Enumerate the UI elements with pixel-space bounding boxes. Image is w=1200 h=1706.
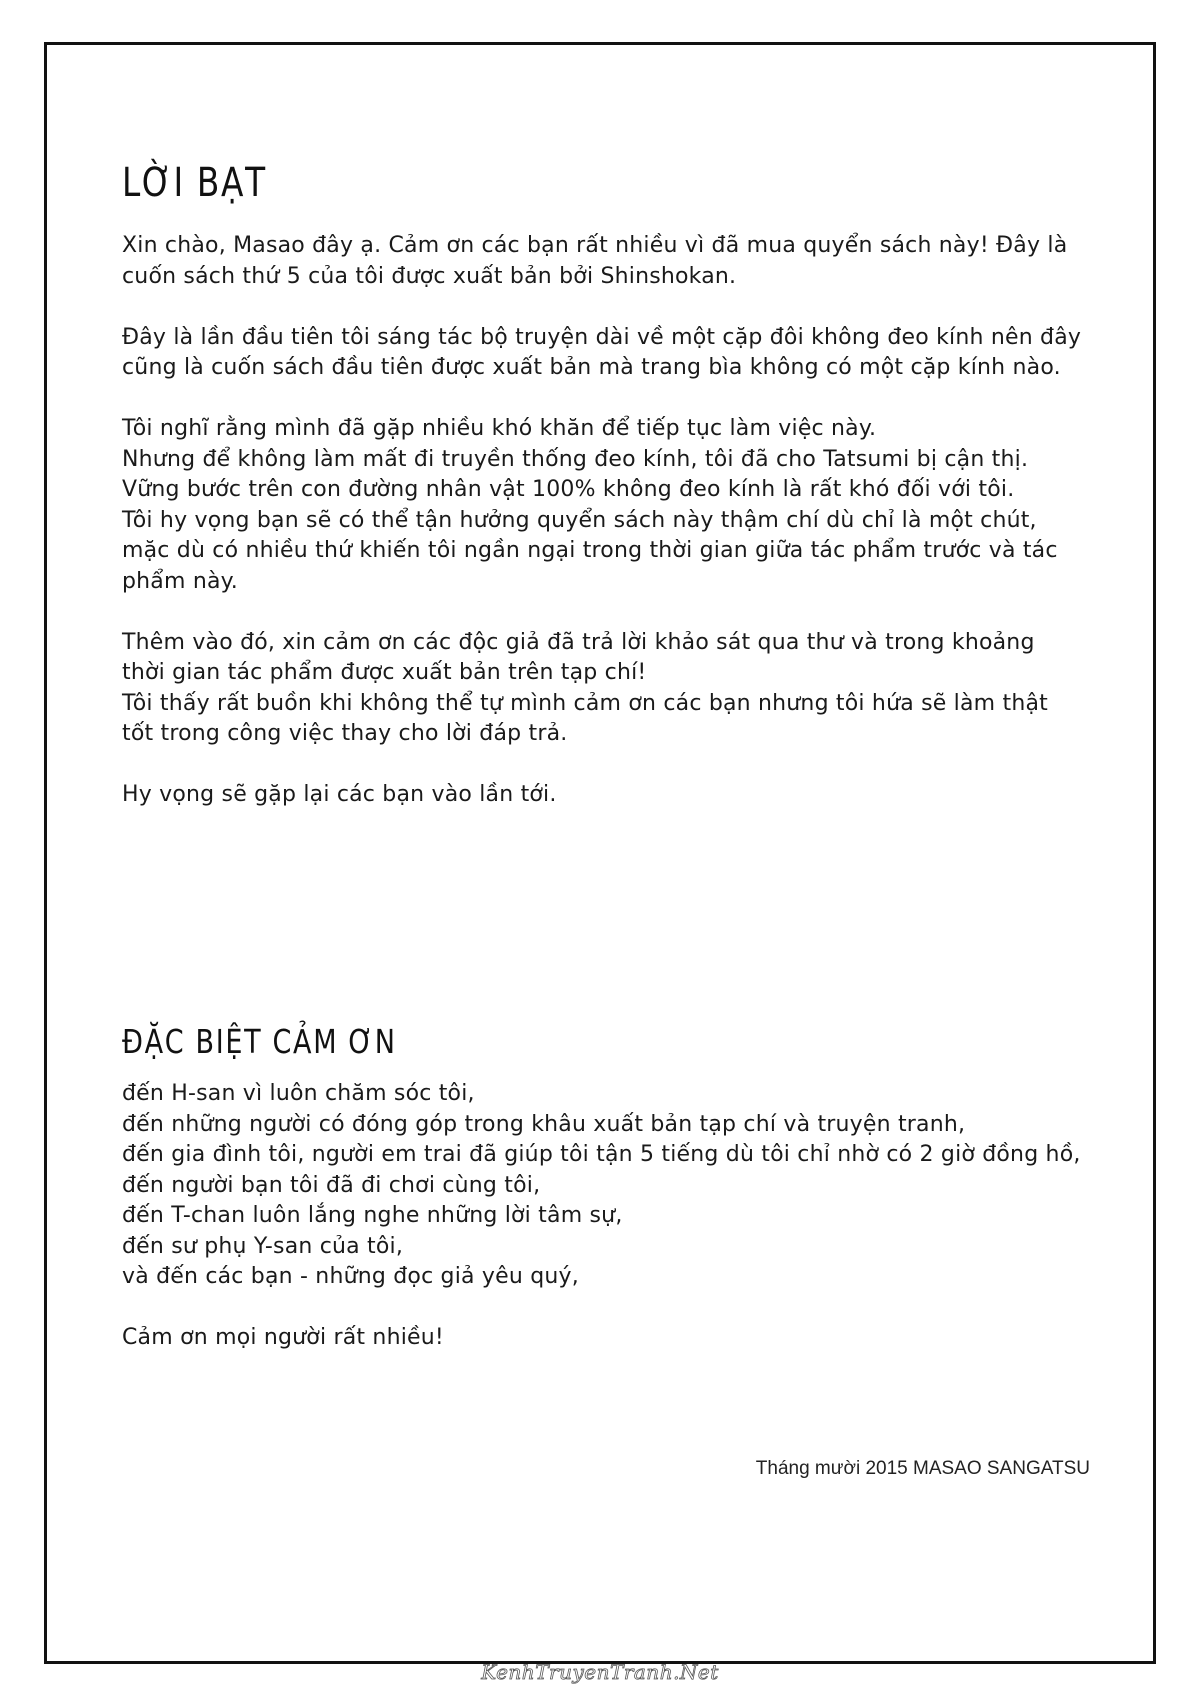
afterword-line: Tôi nghĩ rằng mình đã gặp nhiều khó khăn để tiếp tục làm việc này. [122,416,877,441]
afterword-paragraph-3 [122,414,1081,597]
special-thanks-title: ĐẶC BIỆT CẢM ƠN [122,1022,397,1061]
afterword-line: phẩm này. [122,568,238,594]
afterword-line: cũng là cuốn sách đầu tiên được xuất bản mà trang bìa không có một cặp kính nào. [122,355,1061,380]
thanks-line: đến T-chan luôn lắng nghe những lời tâm sự, [122,1203,623,1228]
afterword-line: Vững bước trên con đường nhân vật 100% không đeo kính là rất khó đối với tôi. [122,477,1015,502]
afterword-body [122,231,1081,811]
afterword-title: LỜI BẠT [122,160,267,206]
thanks-line: đến H-san vì luôn chăm sóc tôi, [122,1081,475,1106]
afterword-line: Đây là lần đầu tiên tôi sáng tác bộ truyện dài về một cặp đôi không đeo kính nên đây [122,324,1082,350]
watermark: KenhTruyenTranh.Net [481,1660,719,1684]
thanks-closing: Cảm ơn mọi người rất nhiều! [122,1325,444,1350]
thanks-line: và đến các bạn - những đọc giả yêu quý, [122,1264,579,1289]
afterword-line: thời gian tác phẩm được xuất bản trên tạp chí! [122,660,647,685]
afterword-line: Tôi thấy rất buồn khi không thể tự mình cảm ơn các bạn nhưng tôi hứa sẽ làm thật [122,690,1048,716]
thanks-line: đến những người có đóng góp trong khâu xuất bản tạp chí và truyện tranh, [122,1111,966,1137]
thanks-line: đến người bạn tôi đã đi chơi cùng tôi, [122,1172,541,1198]
afterword-paragraph-2 [122,323,1081,384]
afterword-line: tốt trong công việc thay cho lời đáp trả. [122,721,568,746]
afterword-line: Nhưng để không làm mất đi truyền thống đeo kính, tôi đã cho Tatsumi bị cận thị. [122,446,1029,472]
afterword-paragraph-1 [122,231,1081,292]
signature: Tháng mười 2015 MASAO SANGATSU [755,1458,1090,1479]
afterword-line: Hy vọng sẽ gặp lại các bạn vào lần tới. [122,782,557,807]
afterword-paragraph-5 [122,780,1081,811]
thanks-line: đến sư phụ Y-san của tôi, [122,1233,404,1259]
special-thanks-body [122,1079,1081,1354]
afterword-line: Thêm vào đó, xin cảm ơn các độc giả đã trả lời khảo sát qua thư và trong khoảng [122,629,1035,655]
afterword-line: cuốn sách thứ 5 của tôi được xuất bản bởi Shinshokan. [122,263,737,289]
afterword-line: Xin chào, Masao đây ạ. Cảm ơn các bạn rất nhiều vì đã mua quyển sách này! Đây là [122,233,1068,258]
afterword-line: mặc dù có nhiều thứ khiến tôi ngần ngại trong thời gian giữa tác phẩm trước và tác [122,538,1058,563]
afterword-line: Tôi hy vọng bạn sẽ có thể tận hưởng quyển sách này thậm chí dù chỉ là một chút, [122,507,1037,533]
thanks-line: đến gia đình tôi, người em trai đã giúp tôi tận 5 tiếng dù tôi chỉ nhờ có 2 giờ đồng hồ, [122,1142,1081,1167]
afterword-paragraph-4 [122,628,1081,750]
